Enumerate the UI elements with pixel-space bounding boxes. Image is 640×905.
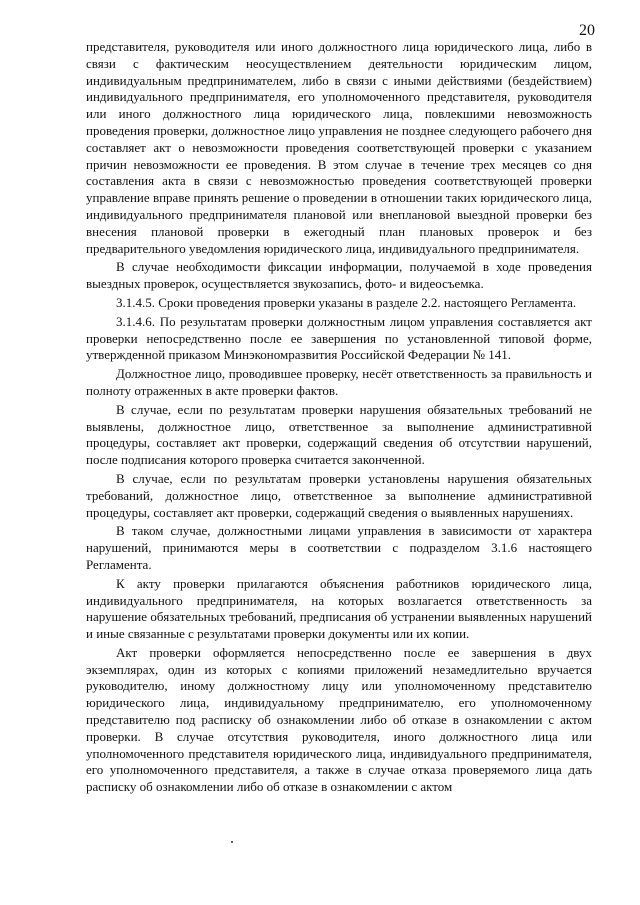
document-body: [86, 39, 592, 798]
paragraph: Акт проверки оформляется непосредственно после ее завершения в двух экземплярах, один из которых с копиями приложений незамедлительно вручается руководителю, иному должностному лицу или уполномоченному представителю юридического лица, индивидуальному предпринимателю, его уполномоченному представителю под расписку об ознакомлении либо об отказе в ознакомлении с актом проверки. В случае отсутствия руководителя, иного должностного лица или уполномоченного представителя юридического лица, индивидуального предпринимателя, его уполномоченного представителя, а также в случае отказа проверяемого лица дать расписку об ознакомлении либо об отказе в ознакомлении с актом: [86, 644, 592, 795]
paragraph-continuation: представителя, руководителя или иного должностного лица юридического лица, либо в связи с фактическим неосуществлением деятельности юридическим лицом, индивидуальным предпринимателем, либо в связи с иными действиями (бездействием) индивидуального предпринимателя, его уполномоченного представителя, руководителя или иного должностного лица юридического лица, повлекшими невозможность проведения проверки, должностное лицо управления не позднее следующего рабочего дня составляет акт о невозможности проведения соответствующей проверки с указанием причин невозможности ее проведения. В этом случае в течение трех месяцев со дня составления акта в связи с невозможностью проведения соответствующей проверки управление вправе принять решение о проведении в отношении таких юридического лица, индивидуального предпринимателя плановой или внеплановой выездной проверки без внесения плановой проверки в ежегодный план плановых проверок и без предварительного уведомления юридического лица, индивидуального предпринимателя.: [86, 39, 592, 256]
page-number: 20: [579, 22, 595, 39]
paragraph: К акту проверки прилагаются объяснения работников юридического лица, индивидуального предпринимателя, на которых возлагается ответственность за нарушение обязательных требований, предписания об устранении выявленных нарушений и иные связанные с результатами проверки документы или их копии.: [86, 575, 592, 642]
paragraph-3-1-4-6: 3.1.4.6. По результатам проверки должностным лицом управления составляется акт проверки непосредственно после ее завершения по установленной типовой форме, утвержденной приказом Минэкономразвития Российской Федерации № 141.: [86, 313, 592, 363]
paragraph: В таком случае, должностными лицами управления в зависимости от характера нарушений, принимаются меры в соответствии с подразделом 3.1.6 настоящего Регламента.: [86, 523, 592, 572]
paragraph: В случае, если по результатам проверки нарушения обязательных требований не выявлены, должностное лицо, ответственное за выполнение административной процедуры, составляет акт проверки, содержащий сведения об отсутствии нарушений, после подписания которого проверка считается законченной.: [86, 401, 592, 468]
paragraph: В случае, если по результатам проверки установлены нарушения обязательных требований, должностное лицо, ответственное за выполнение административной процедуры, составляет акт проверки, содержащий сведения о выявленных нарушениях.: [86, 470, 592, 520]
paragraph: Должностное лицо, проводившее проверку, несёт ответственность за правильность и полноту отраженных в акте проверки фактов.: [86, 366, 592, 398]
paragraph-3-1-4-5: 3.1.4.5. Сроки проведения проверки указаны в разделе 2.2. настоящего Регламента.: [116, 294, 577, 310]
scan-speck: [231, 841, 233, 843]
paragraph: В случае необходимости фиксации информации, получаемой в ходе проведения выездных проверок, осуществляется звукозапись, фото- и видеосъемка.: [86, 259, 592, 292]
